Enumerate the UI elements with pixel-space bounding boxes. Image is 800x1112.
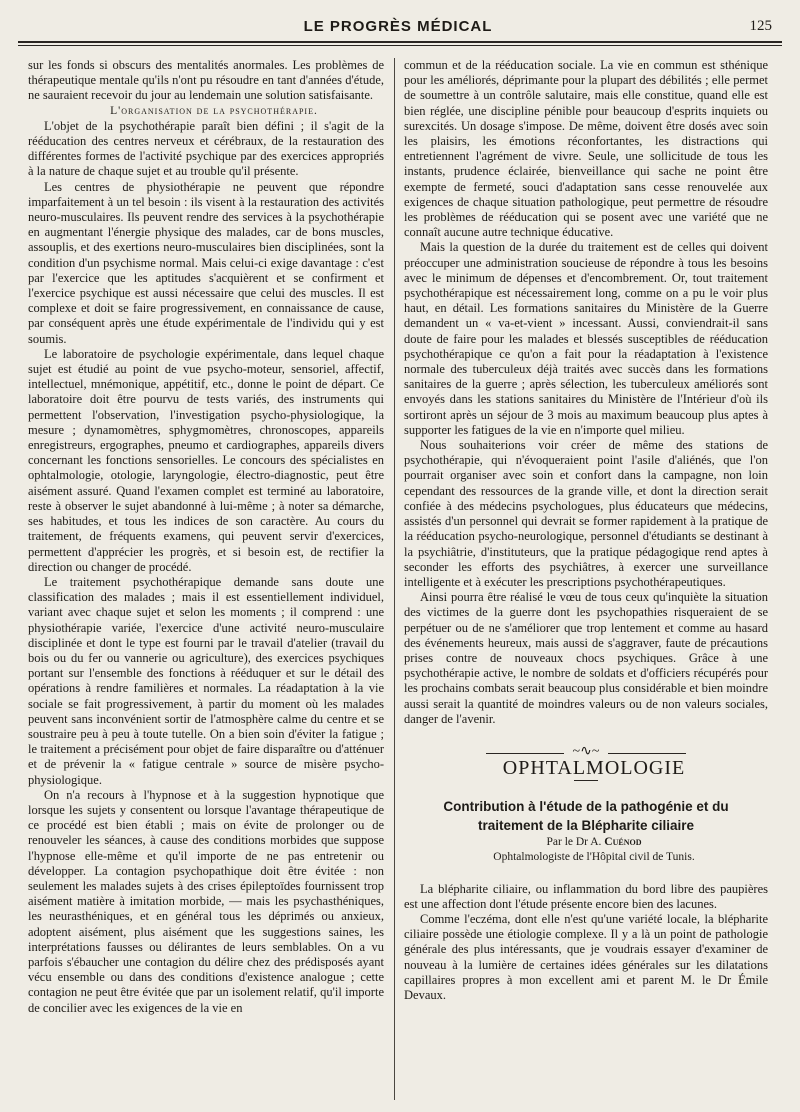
article-title-line-1: Contribution à l'étude de la pathogénie et du	[443, 799, 729, 815]
paragraph: commun et de la rééducation sociale. La vie en commun est sthénique pour les améliorés, déprimante pour la plupart des débilités ; elle permet de soumettre à un contrôle salutaire, mais elle constitue, quand elle est bien réglée, une discipline pénible pour beaucoup d'esprits inquiets ou surexcités. Un dosage s'impose. De même, doivent être dosés avec soin les plaisirs, les émotions réconfortantes, les distractions qui entretiennent l'agrément de vivre. Seule, une sollicitude de tous les instants, prudence éclairée, bienveillance qui sache ne point être exempte de fermeté, souci d'adaptation sans cesse renouvelée aux exigences de chaque situation pathologique, peut permettre de résoudre les problèmes de rééducation qui se posent avec une variété que ne connaît aucune autre technique éducative.	[404, 58, 768, 240]
subheading-organisation: L'organisation de la psychothérapie.	[110, 104, 318, 117]
byline-prefix: Par le Dr A.	[546, 836, 602, 849]
paragraph: Le laboratoire de psychologie expérimentale, dans lequel chaque sujet est étudié au point de vue psycho-moteur, sensoriel, affectif, intellectuel, mnémonique, appétitif, etc., donne le point de départ. Ce laboratoire doit être pourvu de tests variés, des instruments qui permettent l'observation, l'investigation psycho-physiologique, la mesure ; dynamomètres, sphygmomètres, chronoscopes, appareils enregistreurs, ergographes, pneumo et cardiographes, appareils divers concernant les fonctions sensorielles. Le concours des spécialistes en ophtalmologie, otologie, laryngologie, électro-diagnostic, peut être aisément assuré. Quand l'examen complet est terminé au laboratoire, reste à observer le sujet abandonné à lui-même ; à noter sa démarche, ses habitudes, et tous les indices de son caractère. Au cours du traitement, de fréquents examens, qui peuvent servir d'exercices, permettent d'apprécier les progrès, et si besoin est, de rectifier la direction ou changer de procédé.	[28, 346, 384, 574]
header-rule-thin	[18, 45, 782, 46]
section-heading: OPHTALMOLOGIE	[502, 756, 686, 779]
paragraph: La blépharite ciliaire, ou inflammation du bord libre des paupières est une affection dont l'étude présente encore bien des lacunes.	[404, 881, 768, 911]
paragraph: Ainsi pourra être réalisé le vœu de tous ceux qu'inquiète la situation des victimes de la guerre dont les psychopathies risqueraient de se perpétuer ou de ne s'améliorer que trop lentement et comme au hasard des événements heureux, mais aussi de s'aggraver, faute de précautions prises contre de nouveaux chocs psychiques. Grâce à une psychothérapie active, le nombre de soldats et d'officiers récupérés pour les prochains combats serait beaucoup plus considérable et bien moindre aussi serait la quantité de moindres valeurs ou de non valeurs sociales, danger de l'avenir.	[404, 590, 768, 726]
header-rule-thick	[18, 41, 782, 43]
article-title	[404, 797, 768, 835]
ornament-line-left	[486, 753, 564, 754]
page-number: 125	[749, 18, 772, 34]
article-title-line-2: traitement de la Blépharite ciliaire	[477, 818, 695, 834]
paragraph: On n'a recours à l'hypnose et à la suggestion hypnotique que lorsque les sujets y consentent ou lorsque l'avantage thérapeutique de ce procédé est bien établi ; mais on évite de prolonger ou de renouveler les séances, à cause des conditions morbides que suppose l'hypnose elle-même et qu'il importe de ne pas entretenir ou développer. La contagion psychopathique doit être évitée : non seulement les malades sujets à des crises épileptoïdes fournissent trop aisément matière à imitation morbide, — mais les psychasthéniques, les neurasthéniques, et en général tous les déprimés ou anxieux, adoptent aisément, plus aisément que les suggestions saines, les interprétations fausses ou délirantes de leurs semblables. On a vu parfois s'ébaucher une contagion du délire chez des prédisposés ayant vécu ensemble ou dans des conditions d'existence analogue ; cette contagion ne peut être évitée que par un isolement relatif, qu'il importe de concilier avec les exigences de la vie en	[28, 787, 384, 1015]
paragraph: Nous souhaiterions voir créer de même des stations de psychothérapie, qui n'évoqueraient point l'asile d'aliénés, que l'on pourrait organiser avec soin et confort dans la campagne, non loin cependant des ressources de la grande ville, et dont la direction serait confiée à des médecins psychologues, plus éducateurs que médecins, assistés d'un personnel qui devrait se former rapidement à la pratique de la rééducation psycho-neurologique, personnel d'étudiants se destinant à la psychiâtrie, d'instituteurs, que la pratique pédagogique rend aptes à seconder les efforts des psychiâtres, à exercer une surveillance intelligente et à exécuter les prescriptions psychothérapeutiques.	[404, 438, 768, 589]
byline	[404, 835, 768, 850]
paragraph: Les centres de physiothérapie ne peuvent que répondre imparfaitement à un tel besoin : ils visent à la restauration des activités neuro-musculaires. Ils peuvent rendre des services à la psychothérapie en augmentant l'énergie physique des malades, car de bons muscles, assouplis, et des exertions neuro-musculaires bien disciplinées, sont la condition d'un psychisme normal. Mais celui-ci exige davantage : c'est par l'exercice que les aptitudes s'acquièrent et se confirment et l'exercice psychique est aussi nécessaire que celui des muscles. Il est complexe et doit se faire progressivement, en connaissance de cause, par conséquent après une étude expérimentale de l'individu qui y est soumis.	[28, 179, 384, 346]
paragraph: Comme l'eczéma, dont elle n'est qu'une variété locale, la blépharite ciliaire possède une étiologie complexe. Il y a là un point de pathologie générale des plus intéressants, que je voudrais essayer d'examiner de nouveau à la lumière de certaines idées générales sur les dilatations capillaires propres à mon excellent ami et parent M. le Dr Émile Devaux.	[404, 911, 768, 1002]
paragraph: Mais la question de la durée du traitement est de celles qui doivent préoccuper une administration soucieuse de répondre à tous les besoins avec le minimum de dépenses et d'encombrement. Or, tout traitement psychothérapique est nécessairement long, comme on a pu le voir plus haut, en détail. Les formations sanitaires du Ministère de la Guerre demandent un « va-et-vient » incessant. Aussi, conviendrait-il sans doute de faire pour les malades et blessés susceptibles de rééducation psychothérapique ce qu'on a fait pour la réadaptation à l'existence normale des tuberculeux déjà traités avec succès dans les formations sanitaires de la guerre ; après sélection, les tuberculeux améliorés sont envoyés dans les stations sanitaires du Ministère de l'Intérieur d'où ils sortiront après un séjour de 3 mois au maximum beaucoup plus aptes à supporter les fatigues de la vie en n'importe quel milieu.	[404, 240, 768, 437]
right-column	[404, 58, 768, 1003]
page-header	[18, 14, 778, 40]
paragraph: L'objet de la psychothérapie paraît bien défini ; il s'agit de la rééducation des centres nerveux et cérébraux, de la restauration des différentes formes de l'activité psychique par des exercices appropriés à la nature de chaque sujet et au trouble qu'il présente.	[28, 118, 384, 179]
ornament-line-right	[608, 753, 686, 754]
author-affiliation: Ophtalmologiste de l'Hôpital civil de Tunis.	[493, 851, 695, 864]
paragraph: sur les fonds si obscurs des mentalités anormales. Les problèmes de thérapeutique mentale qu'ils n'ont pu résoudre en tant d'années d'étude, ne sauraient recevoir du jour au lendemain une solution satisfaisante.	[28, 58, 384, 103]
author-name: Cuénod	[604, 836, 642, 849]
journal-title: LE PROGRÈS MÉDICAL	[303, 18, 493, 35]
paragraph: Le traitement psychothérapique demande sans doute une classification des malades ; mais il est essentiellement individuel, variant avec chaque sujet et selon les moments ; il comprend : une physiothérapie variée, l'exercice d'une activité neuro-musculaire disciplinée et dont le type est fourni par le travail d'atelier (travail du bois ou du fer ou vannerie ou agriculture), des exercices psychiques portant sur l'ensemble des fonctions à rééduquer et sur le détail des opérations à rendre familières et normales. La réadaptation à la vie sociale se fait progressivement, à partir du moment où les malades peuvent sans inconvénient sortir de l'atmosphère calme du centre et se soustraire peu à peu à toute tutelle. On a bien soin d'éviter la fatigue ; le traitement a précisément pour objet de faire disparaître ou d'atténuer et de prévenir la « fatigue centrale » source de misère psycho-physiologique.	[28, 574, 384, 787]
section-short-rule	[574, 780, 598, 781]
article-body	[404, 882, 768, 1004]
left-column	[28, 58, 384, 1016]
ornament-flourish-icon: ~∿~	[572, 743, 600, 759]
section-ornament	[486, 743, 686, 761]
column-divider	[394, 58, 395, 1100]
